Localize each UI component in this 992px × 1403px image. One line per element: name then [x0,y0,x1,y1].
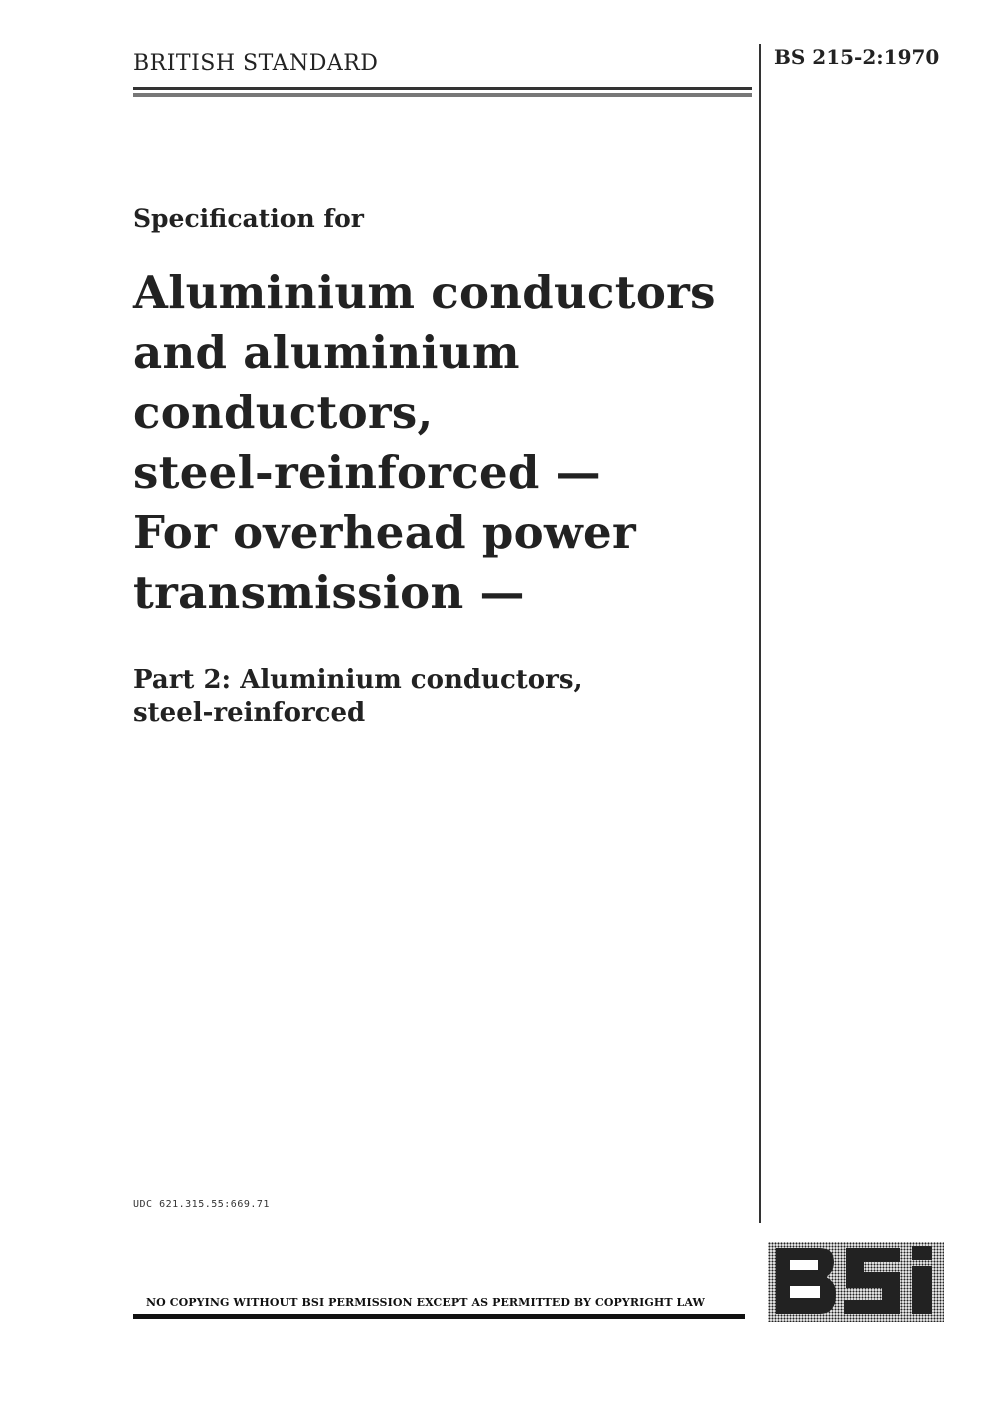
footer-rule [133,1314,745,1319]
main-title-line: For overhead power [133,506,636,559]
header-rule-dark [133,87,752,90]
vertical-divider [759,44,761,1223]
main-title-line: and aluminium [133,326,520,379]
standard-number: BS 215-2:1970 [774,45,940,69]
document-type-label: BRITISH STANDARD [133,51,379,76]
part-title-line: Part 2: Aluminium conductors, [133,665,583,695]
header-rule-grey [133,93,752,97]
specification-for-label: Specification for [133,204,364,233]
part-title-line: steel-reinforced [133,698,366,728]
header-rule [133,87,752,98]
part-title [133,664,748,730]
udc-code: UDC 621.315.55:669.71 [133,1199,270,1210]
main-title-line: transmission — [133,566,525,619]
main-title-line: steel-reinforced — [133,446,601,499]
main-title [133,263,748,623]
bsi-logo [768,1242,944,1322]
copyright-notice: NO COPYING WITHOUT BSI PERMISSION EXCEPT AS PERMITTED BY COPYRIGHT LAW [146,1296,705,1309]
main-title-line: Aluminium conductors [133,266,716,319]
main-title-line: conductors, [133,386,434,439]
